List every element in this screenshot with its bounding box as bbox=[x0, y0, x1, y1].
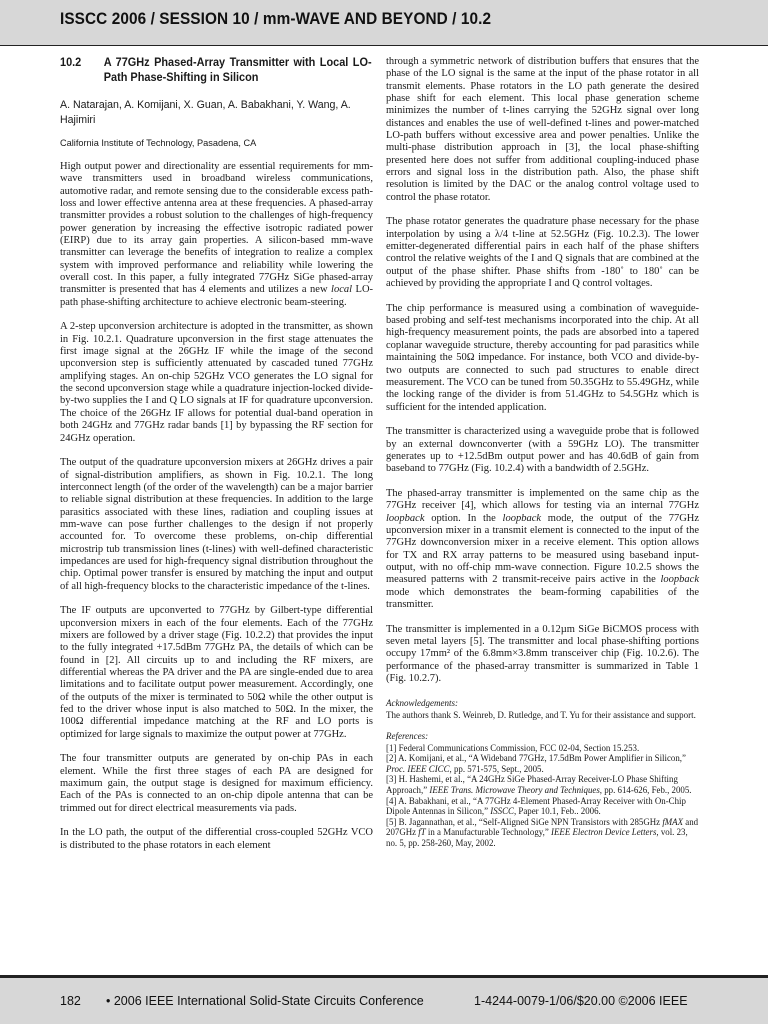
affiliation: California Institute of Technology, Pasadena, CA bbox=[60, 138, 257, 148]
reference-5: [5] B. Jagannathan, et al., “Self-Aligned SiGe NPN Transistors with 285GHz fMAX and 207GHz fT in a Manufacturable Technology,” IEEE Electron Device Letters, vol. 23, no. 5, pp. 258-260, May, 2002. bbox=[386, 816, 699, 848]
paragraph-implementation: The transmitter is implemented in a 0.12µm SiGe BiCMOS process with seven metal layers [5]. The transmitter and local phase-shifting portions occupy 17mm² of the 6.8mm×3.8mm transceiver chip (Fig. 10.2.6). The performance of the phased-array transmitter is summarized in Table 1 (Fig. 10.2.7). bbox=[386, 623, 699, 684]
paragraph-distribution: The output of the quadrature upconversion mixers at 26GHz drives a pair of signal-distribution amplifiers, as shown in Fig. 10.2.1. The long interconnect length (of the order of the wavelength) can be a major barrier to reliable signal distribution at these frequencies. In addition to the large parasitics associated with these lines, radiation and coupling issues at mm-wave can pose further challenges to the design if not properly accounted for. To overcome these problems, on-chip differential microstrip tub transmission lines (t-lines) with well-defined characteristic impedances are used for high-frequency signal distribution throughout the chip. Optimal power transfer is ensured by matching the input and output of all high-frequency blocks to the characteristic impedance of the t-lines. bbox=[60, 457, 373, 592]
right-column bbox=[386, 56, 699, 849]
footer-band bbox=[0, 978, 768, 1024]
isbn-copyright: 1-4244-0079-1/06/$20.00 ©2006 IEEE bbox=[474, 994, 688, 1008]
paragraph-intro: High output power and directionality are essential requirements for mm-wave transmitters used in broadband wireless communications, automotive radar, and remote sensing due to the considerable excess path-loss and lower effective antenna area at these frequencies. A phased-array transmitter provides a robust solution to the challenges of high-frequency power generation by increasing the effective isotropic radiated power (EIRP) due to its array gain properties. A silicon-based mm-wave transmitter can leverage the benefits of integration to realize a complex system with improved performance and reliability while lowering the overall cost. In this paper, a fully integrated 77GHz SiGe phased-array transmitter is presented that has 4 elements and utilizes a new local LO-path phase-shifting architecture to achieve electronic beam-steering. bbox=[60, 161, 374, 308]
conference-name: • 2006 IEEE International Solid-State Circuits Conference bbox=[106, 994, 424, 1008]
paper-heading bbox=[60, 56, 372, 86]
left-column bbox=[60, 56, 373, 864]
paper-title: A 77GHz Phased-Array Transmitter with Local LO-Path Phase-Shifting in Silicon bbox=[103, 57, 372, 84]
paragraph-measurement: The chip performance is measured using a combination of waveguide-based probing and self-test mechanisms incorporated into the chip. At all high-frequency measurement points, the pads are absorbed into a tapered coplanar waveguide structure, thereby accounting for pad parasitics while maintaining the 50Ω impedance. For instance, both VCO and divide-by-two outputs are connected to such pad structures to enable direct measurement. The VCO can be tuned from 50.35GHz to 55.49GHz, while the locking range of the divider is from 51.4GHz to 54.5GHz which is sufficient for the intended application. bbox=[386, 302, 699, 413]
page-number: 182 bbox=[60, 994, 81, 1008]
reference-3: [3] H. Hashemi, et al., “A 24GHz SiGe Phased-Array Receiver-LO Phase Shifting Approach,” IEEE Trans. Microwave Theory and Techniques, pp. 614-626, Feb., 2005. bbox=[386, 774, 692, 795]
paragraph-lo-distribution: through a symmetric network of distribution buffers that ensures that the phase of the LO signal is the same at the input of the phase rotator in all transmit elements. Phase rotators in the LO path generate the desired phase shift for each element. This local phase generation scheme minimizes the number of t-lines carrying the 52GHz signal over long distances and enables the use of well-defined t-lines and power-matched LO-path buffers without excessive area and power penalties. Unlike the multi-phase distribution approach in [3], the local phase-shifting presented here does not suffer from additional coupling-induced phase errors and signal loss in the distribution path. Also, the phase shift resolution is limited by the DAC or the analog control voltage used to control the phase rotator. bbox=[386, 56, 699, 203]
acknowledgements-text: The authors thank S. Weinreb, D. Rutledge, and T. Yu for their assistance and support. bbox=[386, 709, 696, 720]
emphasis-local: local bbox=[331, 284, 353, 296]
acknowledgements-heading: Acknowledgements: bbox=[386, 697, 458, 708]
references-heading: References: bbox=[386, 730, 429, 741]
paragraph-mixers: The IF outputs are upconverted to 77GHz by Gilbert-type differential upconversion mixers in each of the four elements. Each of the 77GHz mixers are followed by a driver stage (Fig. 10.2.2) that provides the input to the fully integrated +17.5dBm 77GHz PA, the details of which can be found in [2]. All circuits up to and including the RF mixers, are differential whereas the PA driver and the PA are single-ended due to area limitations and to facilitate output power measurement. Accordingly, one of the outputs of the mixer is terminated to 50Ω while the other output is fed to the driver whose input is also matched to 50Ω. In the mixer, the 100Ω differential impedance matching at the RF and LO ports is optimized for large signals to maximize the output power at 77GHz. bbox=[60, 605, 373, 740]
reference-1: [1] Federal Communications Commission, FCC 02-04, Section 15.253. bbox=[386, 742, 640, 753]
header-band bbox=[0, 0, 768, 46]
author-list: A. Natarajan, A. Komijani, X. Guan, A. Babakhani, Y. Wang, A. Hajimiri bbox=[60, 99, 351, 126]
paragraph-lo-path: In the LO path, the output of the differential cross-coupled 52GHz VCO is distributed to the phase rotators in each element bbox=[60, 827, 373, 851]
paragraph-pa: The four transmitter outputs are generated by on-chip PAs in each element. While the first three stages of each PA are designed for maximum gain, the output stage is designed for maximum efficiency. Each of the PAs is connected to an on-chip dipole antenna that can be trimmed out for direct electrical measurements via pads. bbox=[60, 753, 373, 814]
paragraph-architecture: A 2-step upconversion architecture is adopted in the transmitter, as shown in Fig. 10.2.1. Quadrature upconversion in the first stage attenuates the first image signal at the 26GHz IF while the image of the second upconversion step is sufficiently attenuated by cascaded tuned 77GHz amplifying stages. An on-chip 52GHz VCO generates the LO signal for the second upconversion stage while a quadrature injection-locked divide-by-two supplies the I and Q LO signals at IF for quadrature upconversion. The choice of the 26GHz IF allows for potential dual-band operation in both 24GHz and 77GHz radar bands [1] by bypassing the RF section for 24GHz operation. bbox=[60, 321, 373, 444]
paragraph-loopback: The phased-array transmitter is implemented on the same chip as the 77GHz receiver [4], which allows for testing via an internal 77GHz loopback option. In the loopback mode, the output of the 77GHz upconversion mixer in a transmit element is connected to the input of the 77GHz downconversion mixer in a receive element. This option allows for TX and RX array patterns to be measured using baseband input-output, with no off-chip mm-wave connection. Figure 10.2.5 shows the measured patterns with 2 transmit-receive pairs active in the loopback mode which demonstrates the beam-forming capabilities of the transmitter. bbox=[386, 487, 700, 610]
reference-2: [2] A. Komijani, et al., “A Wideband 77GHz, 17.5dBm Power Amplifier in Silicon,” Proc. IEEE CICC, pp. 571-575, Sept., 2005. bbox=[386, 753, 686, 774]
session-header: ISSCC 2006 / SESSION 10 / mm-WAVE AND BEYOND / 10.2 bbox=[60, 10, 492, 28]
paragraph-characterization: The transmitter is characterized using a waveguide probe that is followed by an external downconverter (with a 59GHz LO). The transmitter generates up to +12.5dBm output power and has 40.6dB of gain from baseband to 77GHz (Fig. 10.2.4) with a bandwidth of 2.5GHz. bbox=[386, 426, 699, 475]
paper-number: 10.2 bbox=[60, 57, 82, 69]
reference-4: [4] A. Babakhani, et al., “A 77GHz 4-Element Phased-Array Receiver with On-Chip Dipole Antennas in Silicon,” ISSCC, Paper 10.1, Feb.. 2006. bbox=[386, 795, 686, 817]
paragraph-phase-rotator: The phase rotator generates the quadrature phase necessary for the phase interpolation by using a λ/4 t-line at 52.5GHz (Fig. 10.2.3). The lower emitter-degenerated differential pairs in each half of the phase shifters control the relative weights of the I and Q signals that are combined at the output of the phase shifter. Phase shifts from -180˚ to 180˚ can be achieved by providing the appropriate I and Q control voltages. bbox=[386, 216, 699, 290]
